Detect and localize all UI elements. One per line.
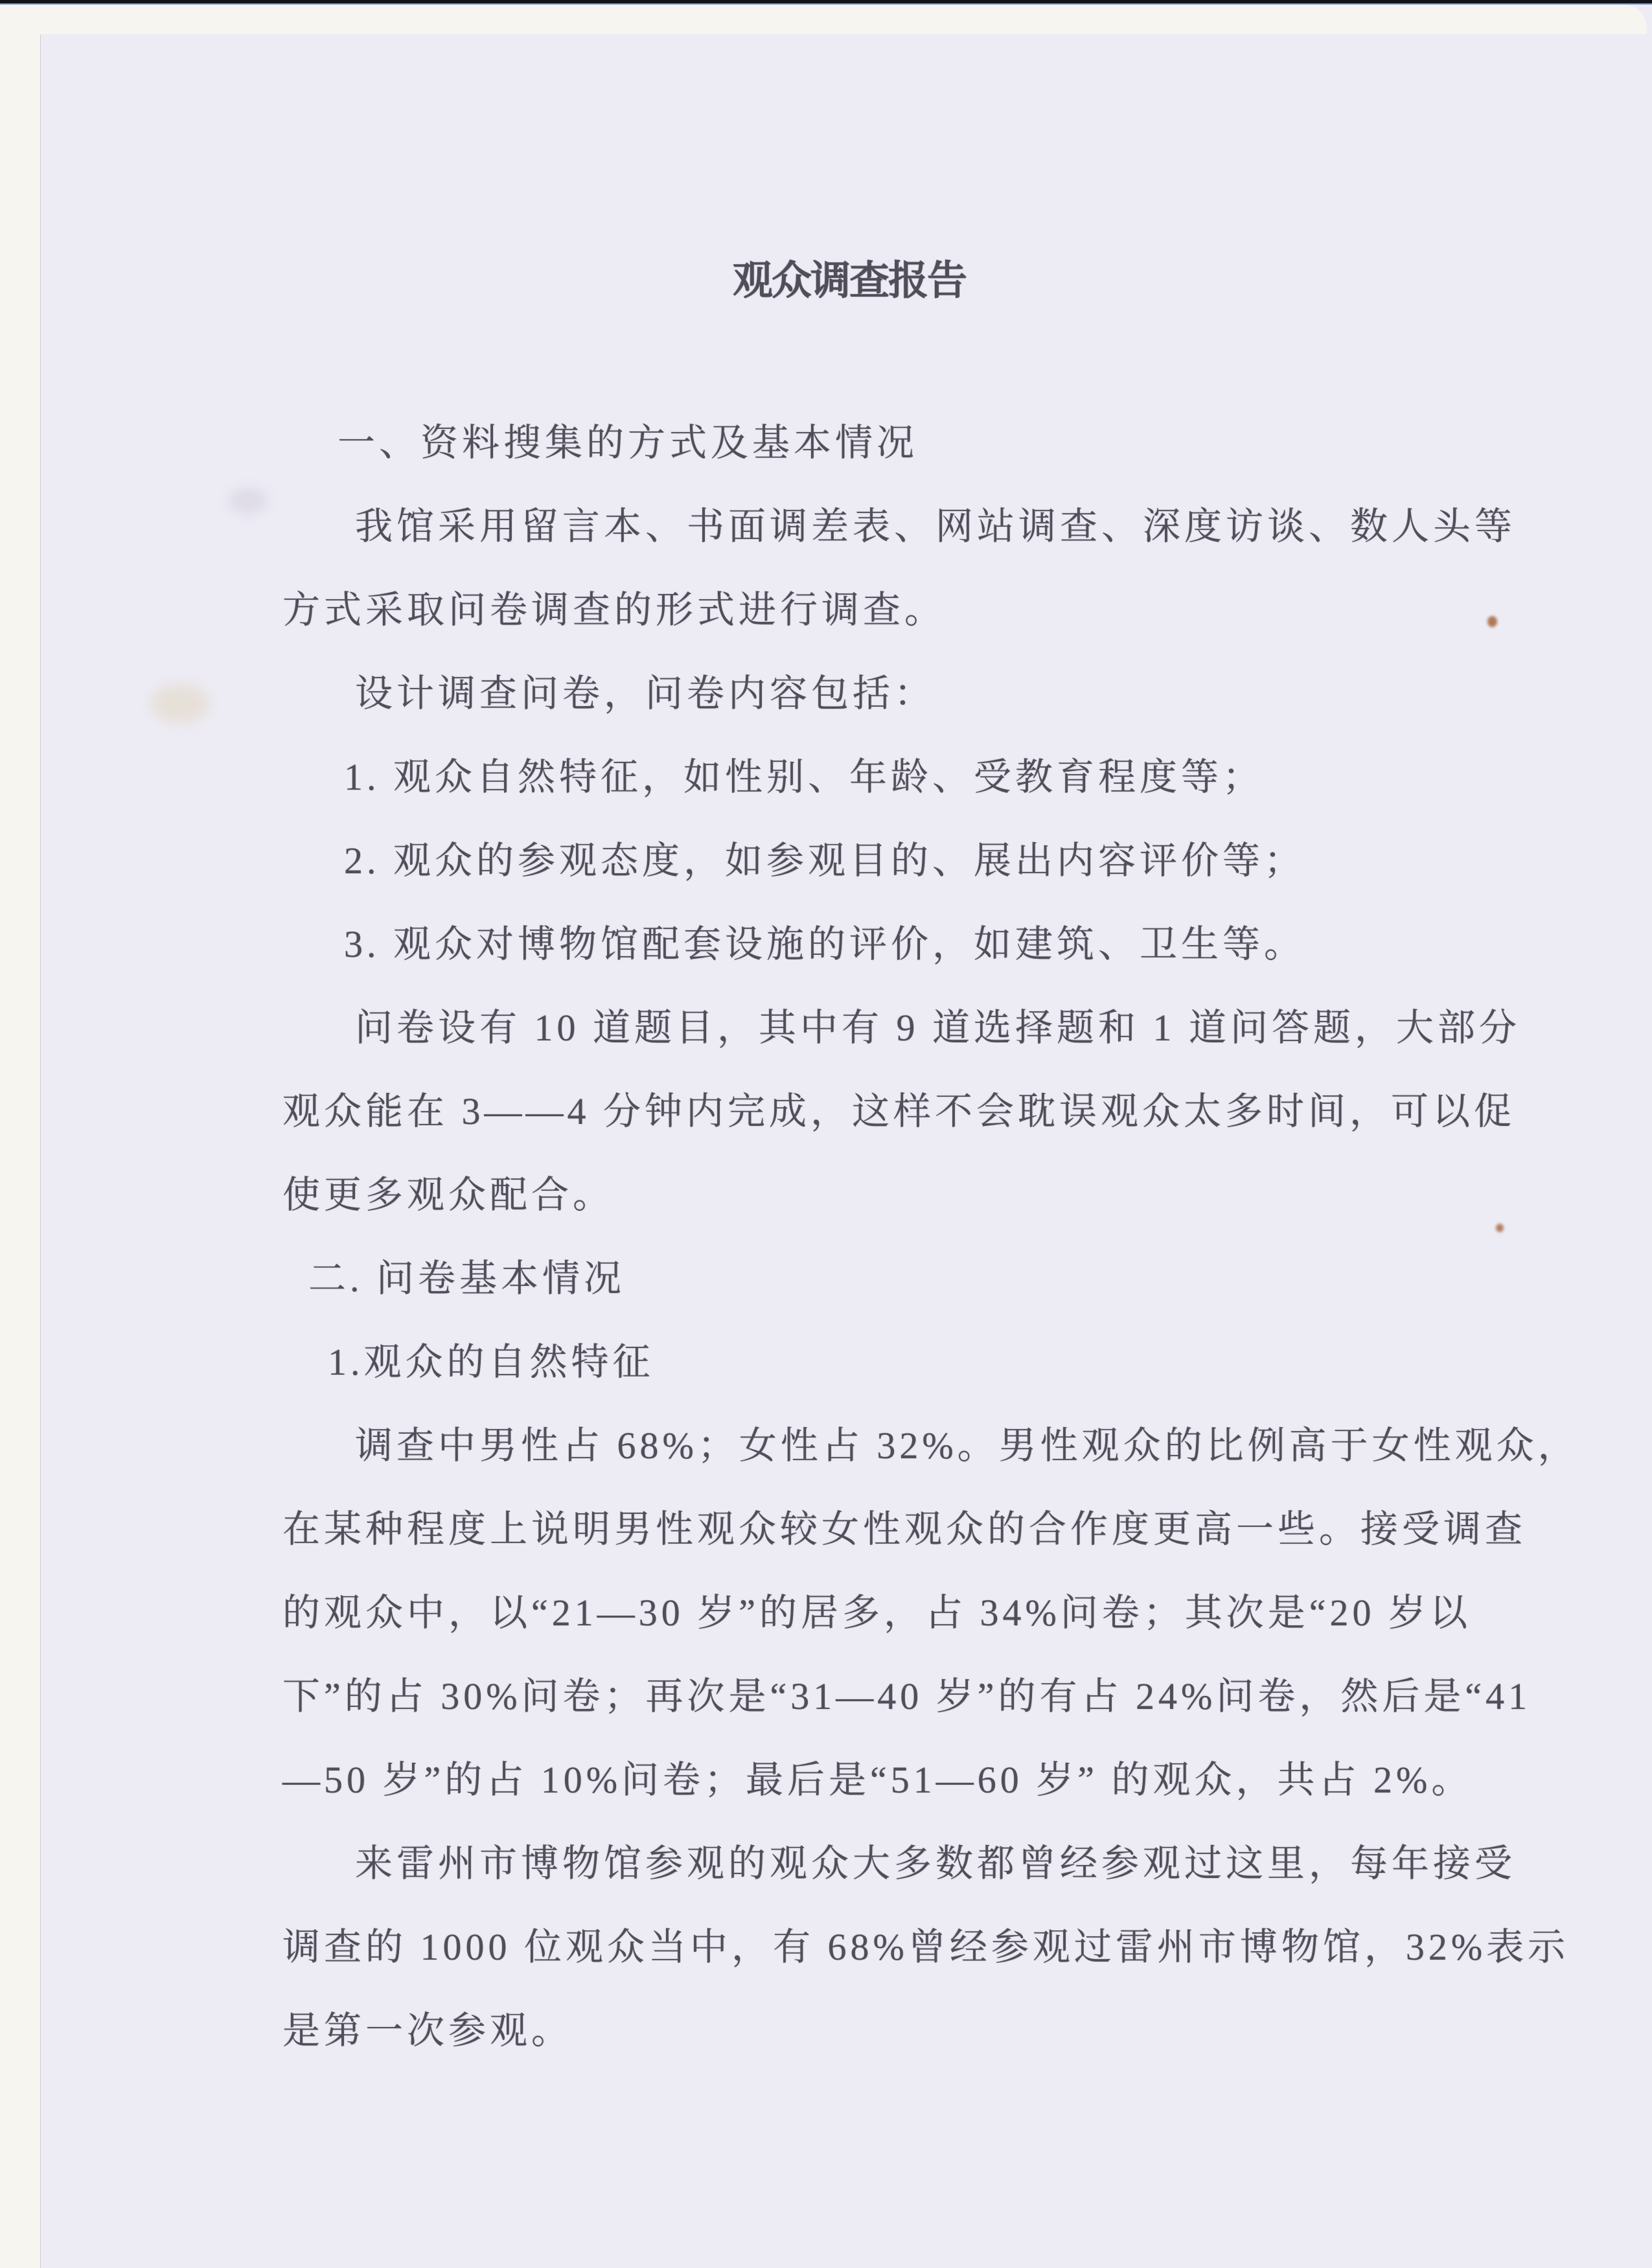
document-line: 在某种程度上说明男性观众较女性观众的合作度更高一些。接受调查 (282, 1508, 1527, 1550)
document-body (282, 401, 1579, 2072)
document-line: 我馆采用留言本、书面调差表、网站调查、深度访谈、数人头等 (355, 505, 1517, 547)
document-line: 一、资料搜集的方式及基本情况 (338, 422, 919, 464)
document-line: 设计调查问卷，问卷内容包括： (355, 672, 936, 715)
document-line: 来雷州市博物馆参观的观众大多数都曾经参观过这里，每年接受 (355, 1842, 1517, 1884)
backing-paper-left-band (0, 34, 41, 2268)
document-line: 方式采取问卷调查的形式进行调查。 (282, 589, 946, 631)
document-line: 调查的 1000 位观众当中，有 68%曾经参观过雷州市博物馆，32%表示 (282, 1926, 1570, 1968)
document-line: 二. 问卷基本情况 (308, 1257, 626, 1300)
document-line: 1.观众的自然特征 (328, 1341, 654, 1383)
backing-paper-top-band (0, 5, 1647, 35)
document-line: 调查中男性占 68%；女性占 32%。男性观众的比例高于女性观众， (355, 1425, 1579, 1467)
document-page (41, 34, 1652, 2268)
document-line: 的观众中，以“21—30 岁”的居多，占 34%问卷；其次是“20 岁以 (282, 1592, 1472, 1634)
document-line: 观众能在 3——4 分钟内完成，这样不会耽误观众太多时间，可以促 (282, 1090, 1516, 1132)
document-line: 2. 观众的参观态度，如参观目的、展出内容评价等； (344, 840, 1306, 882)
document-title: 观众调查报告 (733, 259, 967, 303)
document-line: 使更多观众配合。 (282, 1174, 615, 1216)
document-line: 3. 观众对博物馆配套设施的评价，如建筑、卫生等。 (344, 923, 1306, 965)
document-line: 1. 观众自然特征，如性别、年龄、受教育程度等； (344, 756, 1265, 798)
yellow-smudge-artifact (151, 685, 209, 722)
document-line: —50 岁”的占 10%问卷；最后是“51—60 岁” 的观众，共占 2%。 (282, 1759, 1473, 1801)
document-line: 下”的占 30%问卷；再次是“31—40 岁”的有占 24%问卷，然后是“41 (282, 1675, 1532, 1717)
rust-speck-lower-artifact (1496, 1224, 1504, 1232)
rust-speck-upper-artifact (1487, 616, 1497, 627)
document-line: 是第一次参观。 (282, 2010, 573, 2052)
gray-smudge-artifact (229, 488, 268, 514)
document-line: 问卷设有 10 道题目，其中有 9 道选择题和 1 道问答题，大部分 (355, 1007, 1521, 1049)
